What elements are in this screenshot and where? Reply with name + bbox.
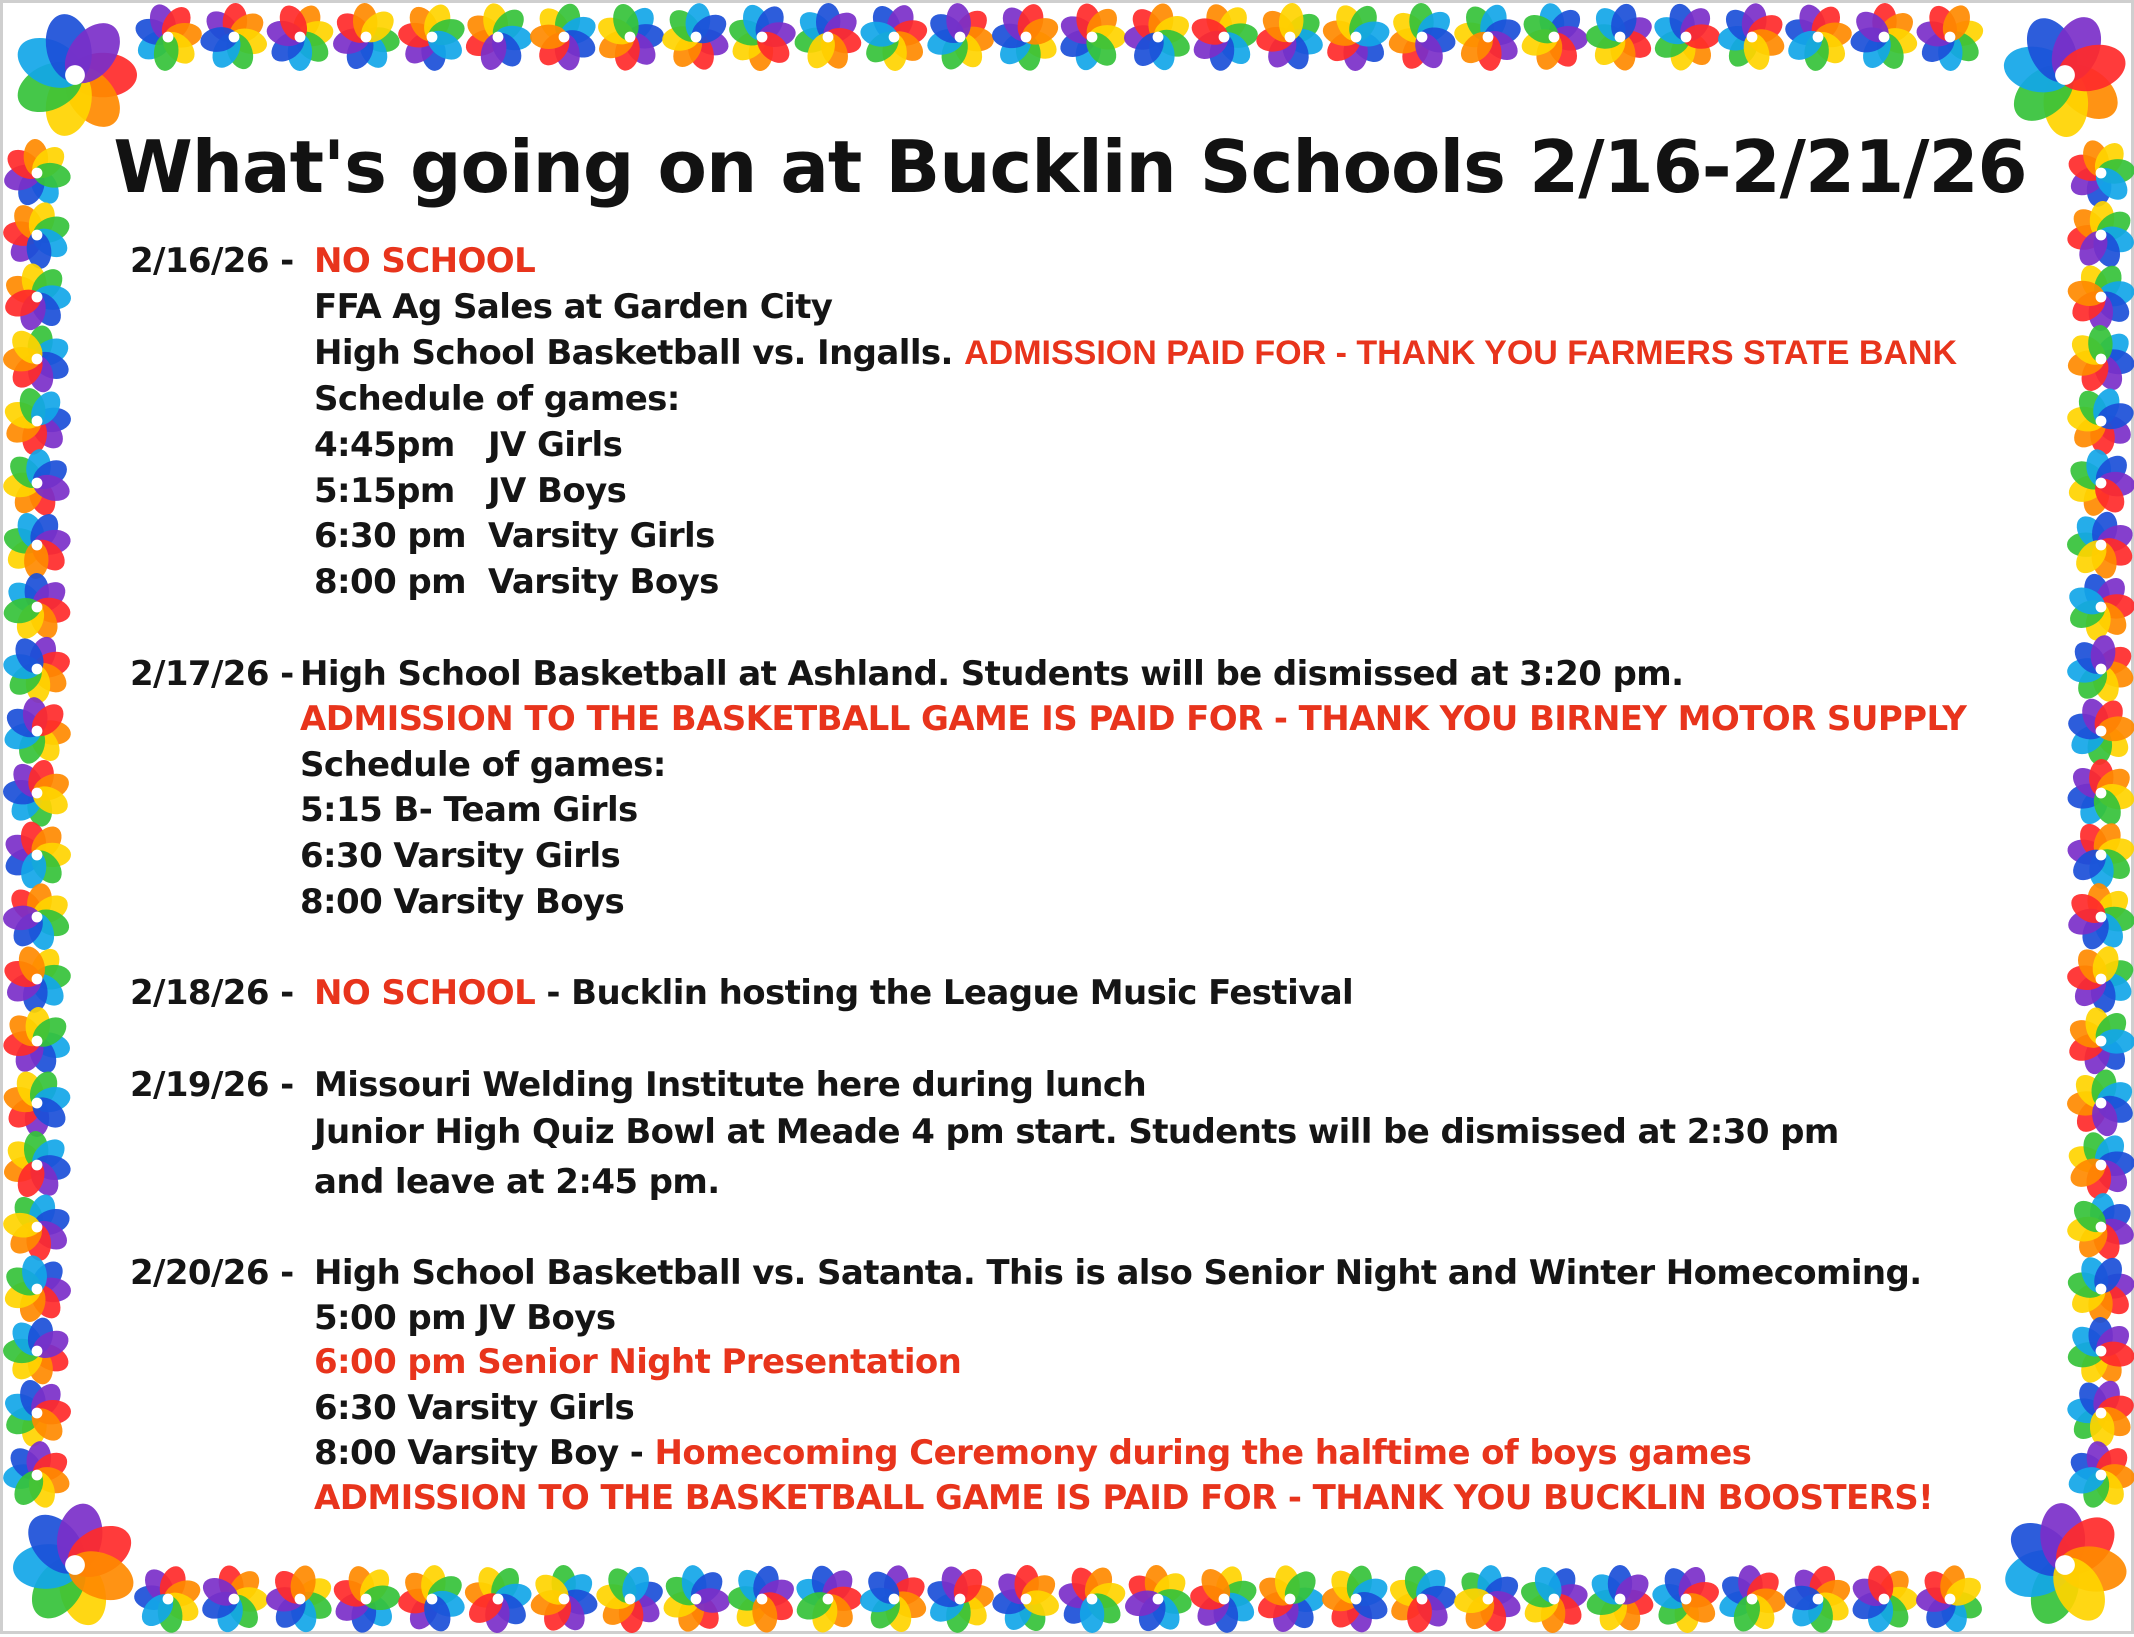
flower-icon <box>1188 3 1259 72</box>
flower-icon <box>1584 1565 1656 1635</box>
date-2-17: 2/17/26 - <box>130 654 294 694</box>
game-line: 6:30 Varsity Girls <box>314 1388 635 1428</box>
flower-icon <box>397 1564 468 1635</box>
flower-icon <box>3 881 73 953</box>
flower-icon <box>3 509 73 580</box>
flower-icon <box>3 573 73 643</box>
flower-icon <box>264 3 336 71</box>
flower-icon <box>1189 1563 1260 1634</box>
flower-icon <box>397 3 468 72</box>
flower-icon <box>1782 3 1854 72</box>
flower-icon <box>3 1440 73 1511</box>
flower-icon <box>3 1315 73 1387</box>
flower-icon <box>10 10 137 141</box>
flower-icon <box>924 1563 995 1634</box>
flower-icon <box>1586 3 1656 73</box>
flower-icon <box>594 3 665 73</box>
game-time: 8:00 pm <box>314 562 466 602</box>
flower-icon <box>2065 325 2134 396</box>
date-2-18: 2/18/26 - <box>130 973 294 1013</box>
flower-icon <box>3 633 73 704</box>
admission-note: ADMISSION TO THE BASKETBALL GAME IS PAID FOR - THANK YOU BUCKLIN BOOSTERS! <box>314 1478 1934 1518</box>
flower-icon <box>2065 759 2134 829</box>
flower-icon <box>2067 1067 2134 1139</box>
flower-icon <box>1322 1563 1392 1635</box>
flower-icon <box>3 199 73 270</box>
flower-icon <box>2065 261 2134 331</box>
game-text: 8:00 Varsity Boy - <box>314 1433 655 1473</box>
event-line: Missouri Welding Institute here during lunch <box>314 1065 1147 1105</box>
flower-icon <box>1255 3 1326 73</box>
flower-icon <box>1056 3 1126 73</box>
flower-icon <box>2065 1005 2134 1077</box>
flower-icon <box>1848 1563 1918 1635</box>
game-line: 5:15 B- Team Girls <box>300 790 638 830</box>
flower-icon <box>991 3 1062 72</box>
flower-icon <box>3 1191 73 1262</box>
flower-icon <box>1518 3 1589 73</box>
flower-icon <box>1915 1563 1986 1635</box>
flower-icon <box>2066 943 2134 1014</box>
game-line: 8:00 Varsity Boys <box>300 882 625 922</box>
flower-icon <box>792 1563 862 1635</box>
event-line: Junior High Quiz Bowl at Meade 4 pm start. Students will be dismissed at 2:30 pm <box>314 1112 1839 1152</box>
flower-icon <box>3 1377 72 1449</box>
flower-icon <box>1518 1563 1590 1634</box>
flower-icon <box>3 819 71 891</box>
flower-icon <box>1386 1563 1457 1635</box>
flower-icon <box>1999 1501 2129 1630</box>
flower-icon <box>2066 200 2134 271</box>
game-team: JV Girls <box>488 425 623 465</box>
game-line: 5:00 pm JV Boys <box>314 1298 616 1338</box>
flower-icon <box>595 1563 666 1634</box>
flower-icon <box>1650 3 1720 73</box>
flower-icon <box>1650 1563 1722 1634</box>
flower-icon <box>2065 695 2134 766</box>
flower-icon <box>1716 1564 1787 1635</box>
flower-icon <box>1386 3 1458 73</box>
event-text: High School Basketball vs. Ingalls. <box>314 333 953 373</box>
flower-icon <box>661 3 732 73</box>
flower-icon <box>2066 385 2134 456</box>
flower-icon <box>2065 819 2134 889</box>
flower-icon <box>3 943 72 1014</box>
flower-icon <box>2066 1192 2134 1263</box>
flower-icon <box>1453 3 1525 72</box>
flower-icon <box>2000 9 2131 137</box>
game-time: 6:30 pm <box>314 516 466 556</box>
flower-icon <box>330 1563 401 1634</box>
flower-icon <box>1122 1564 1194 1635</box>
flower-icon <box>2065 882 2134 953</box>
flower-icon <box>3 1067 73 1137</box>
flower-icon <box>859 1564 930 1636</box>
flower-icon <box>1453 1564 1524 1635</box>
flower-icon <box>3 1253 72 1325</box>
flower-icon <box>660 1564 731 1635</box>
date-2-20: 2/20/26 - <box>130 1253 294 1293</box>
flower-icon <box>3 323 73 395</box>
flower-icon <box>330 3 402 73</box>
game-team: JV Boys <box>488 471 627 511</box>
flower-icon <box>1914 3 1986 71</box>
flower-icon <box>132 3 203 72</box>
game-team: Varsity Boys <box>488 562 719 602</box>
flower-icon <box>198 3 270 73</box>
flower-icon <box>726 3 798 72</box>
event-line: High School Basketball vs. Satanta. This is also Senior Night and Winter Homecoming. <box>314 1253 1922 1293</box>
flower-icon <box>462 3 533 73</box>
event-text: - Bucklin hosting the League Music Festival <box>546 973 1354 1013</box>
flower-icon <box>1254 1563 1325 1635</box>
schedule-heading: Schedule of games: <box>314 379 680 419</box>
event-line: High School Basketball at Ashland. Students will be dismissed at 3:20 pm. <box>300 654 1684 694</box>
flower-icon <box>2065 1253 2134 1323</box>
event-line <box>314 973 1353 1013</box>
flower-icon <box>3 696 72 767</box>
event-line <box>314 1433 1751 1473</box>
flower-icon <box>198 1563 268 1635</box>
flower-icon <box>2065 1440 2134 1511</box>
flower-icon <box>990 1564 1062 1635</box>
flower-icon <box>2066 1377 2134 1448</box>
senior-night-line: 6:00 pm Senior Night Presentation <box>314 1342 962 1382</box>
flower-icon <box>2065 1317 2134 1387</box>
no-school-label: NO SCHOOL <box>314 973 536 1013</box>
flower-icon <box>858 3 930 71</box>
flower-icon <box>728 1563 799 1635</box>
date-2-16: 2/16/26 - <box>130 241 294 281</box>
flower-icon <box>3 1006 73 1077</box>
flower-icon <box>12 1500 141 1631</box>
homecoming-note: Homecoming Ceremony during the halftime of boys games <box>654 1433 1752 1473</box>
game-team: Varsity Girls <box>488 516 715 556</box>
admission-note: ADMISSION PAID FOR - THANK YOU FARMERS STATE BANK <box>964 334 1958 372</box>
flower-icon <box>2065 1129 2134 1200</box>
game-time: 4:45pm <box>314 425 455 465</box>
event-line <box>314 333 1957 373</box>
flower-icon <box>462 1563 534 1633</box>
flower-icon <box>1848 3 1920 73</box>
no-school-label: NO SCHOOL <box>314 241 536 281</box>
flower-icon <box>2067 509 2134 581</box>
date-2-19: 2/19/26 - <box>130 1065 294 1105</box>
flower-icon <box>2065 571 2134 643</box>
flower-icon <box>266 1563 336 1635</box>
flower-icon <box>3 1130 73 1201</box>
flower-icon <box>924 3 995 73</box>
flower-icon <box>1056 1563 1128 1633</box>
flower-icon <box>3 261 71 333</box>
event-line: and leave at 2:45 pm. <box>314 1162 720 1202</box>
schedule-heading: Schedule of games: <box>300 745 666 785</box>
flower-icon <box>530 3 600 73</box>
game-time: 5:15pm <box>314 471 455 511</box>
page-title: What's going on at Bucklin Schools 2/16-2/21/26 <box>113 125 2027 209</box>
event-line: FFA Ag Sales at Garden City <box>314 287 833 327</box>
flower-icon <box>133 1563 204 1635</box>
flower-icon <box>528 1565 600 1635</box>
flower-icon <box>2065 448 2134 519</box>
game-line: 6:30 Varsity Girls <box>300 836 621 876</box>
flower-icon <box>2066 634 2134 705</box>
flower-icon <box>792 3 864 73</box>
flower-icon <box>1124 3 1194 73</box>
flower-icon <box>3 385 72 457</box>
admission-note: ADMISSION TO THE BASKETBALL GAME IS PAID FOR - THANK YOU BIRNEY MOTOR SUPPLY <box>300 699 1967 739</box>
flower-icon <box>1320 3 1392 71</box>
flower-icon <box>3 757 73 829</box>
flower-icon <box>1717 3 1788 73</box>
flower-icon <box>1783 1563 1854 1635</box>
flower-icon <box>3 448 73 519</box>
